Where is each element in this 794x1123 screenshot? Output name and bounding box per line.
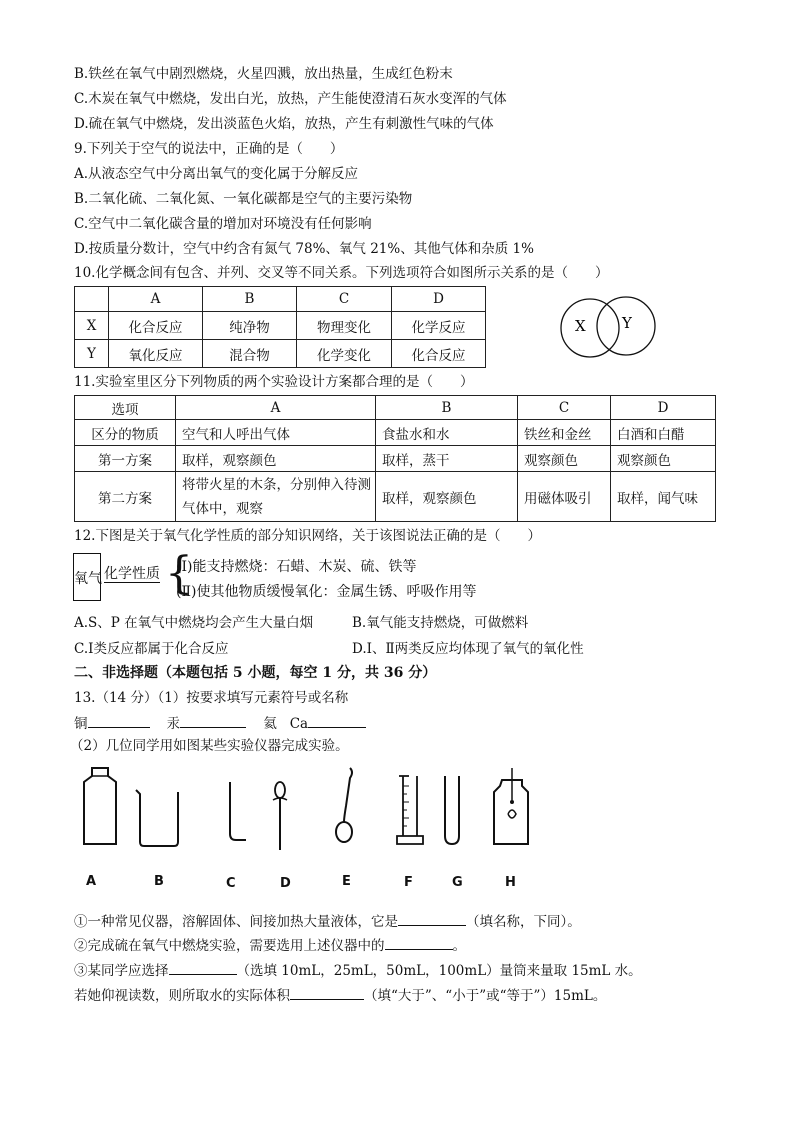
- apparatus-label-c: C: [226, 876, 236, 891]
- answer-blank[interactable]: [88, 713, 150, 728]
- table-cell: 纯净物: [203, 312, 297, 340]
- element-copper: 铜: [74, 716, 88, 732]
- answer-blank[interactable]: [169, 960, 237, 975]
- apparatus-label-h: H: [505, 875, 516, 890]
- answer-blank[interactable]: [398, 911, 466, 926]
- apparatus-label-g: G: [452, 875, 463, 890]
- sub3-suffix: （选填 10mL，25mL，50mL，100mL）量筒来量取 15mL 水。: [236, 963, 642, 979]
- table-cell: 观察颜色: [611, 446, 716, 472]
- sub4-suffix: （填“大于”、“小于”或“等于”）15mL。: [364, 988, 607, 1004]
- spatula-spoon-icon: [330, 766, 360, 844]
- q10-table: [74, 286, 486, 368]
- answer-blank[interactable]: [308, 713, 366, 728]
- q13-part2: （2）几位同学用如图某些实验仪器完成实验。: [70, 738, 349, 754]
- venn-diagram: [556, 296, 664, 360]
- combustion-spoon-icon: [222, 780, 250, 844]
- q9-stem: 9.下列关于空气的说法中，正确的是（ ）: [74, 141, 344, 157]
- graduated-cylinder-icon: [395, 774, 425, 848]
- table-row: [75, 472, 716, 522]
- q11-table: [74, 395, 716, 522]
- table-row: [75, 420, 716, 446]
- table-cell: 第二方案: [75, 472, 176, 522]
- q12-option-b: B.氧气能支持燃烧，可做燃料: [352, 615, 529, 631]
- table-cell: 白酒和白醋: [611, 420, 716, 446]
- table-header-cell: D: [611, 396, 716, 420]
- table-cell: 观察颜色: [518, 446, 611, 472]
- answer-blank[interactable]: [290, 985, 364, 1000]
- apparatus-label-f: F: [404, 875, 413, 890]
- table-header-cell: [75, 287, 109, 312]
- gas-collecting-bottle-icon: [490, 766, 532, 848]
- q8-option-d: D.硫在氧气中燃烧，发出淡蓝色火焰，放热，产生有刺激性气味的气体: [74, 116, 494, 132]
- sub2-text: ②完成硫在氧气中燃烧实验，需要选用上述仪器中的: [74, 938, 385, 954]
- table-cell: 化学反应: [392, 312, 486, 340]
- element-helium: 氦: [263, 716, 277, 732]
- sub4-text: 若她仰视读数，则所取水的实际体积: [74, 988, 290, 1004]
- q8-option-b: B.铁丝在氧气中剧烈燃烧，火星四溅，放出热量，生成红色粉末: [74, 66, 453, 82]
- q9-option-b: B.二氧化硫、二氧化氮、一氧化碳都是空气的主要污染物: [74, 191, 413, 207]
- sub3-text: ③某同学应选择: [74, 963, 169, 979]
- apparatus-label-a: A: [86, 874, 97, 889]
- sub1-suffix: （填名称，下同）。: [466, 914, 581, 930]
- table-cell: 空气和人呼出气体: [176, 420, 376, 446]
- apparatus-label-d: D: [280, 876, 291, 891]
- q12-option-d: D.Ⅰ、Ⅱ两类反应均体现了氧气的氧化性: [352, 641, 584, 657]
- q9-option-a: A.从液态空气中分离出氧气的变化属于分解反应: [74, 166, 359, 182]
- table-cell: 将带火星的木条，分别伸入待测气体中，观察: [176, 472, 376, 522]
- oxygen-label: 氧气: [74, 571, 102, 587]
- table-row: [75, 312, 486, 340]
- q12-option-c: C.Ⅰ类反应都属于化合反应: [74, 641, 229, 657]
- q9-option-d: D.按质量分数计，空气中约含有氮气 78%、氧气 21%、其他气体和杂质 1%: [74, 241, 534, 257]
- q13-sub3: [74, 960, 642, 980]
- q13-sub4: [74, 985, 606, 1005]
- q9-option-c: C.空气中二氧化碳含量的增加对环境没有任何影响: [74, 216, 372, 232]
- table-row: [75, 340, 486, 368]
- apparatus-label-b: B: [154, 874, 164, 889]
- dropper-icon: [268, 776, 292, 856]
- table-cell: Y: [75, 340, 109, 368]
- table-cell: 化合反应: [392, 340, 486, 368]
- table-header-cell: B: [203, 287, 297, 312]
- table-header-cell: 选项: [75, 396, 176, 420]
- table-header-cell: D: [392, 287, 486, 312]
- q13-fill-row: [74, 713, 366, 733]
- table-cell: 取样，观察颜色: [376, 472, 518, 522]
- q11-stem: 11.实验室里区分下列物质的两个实验设计方案都合理的是（ ）: [74, 374, 474, 390]
- chemical-property-label: 化学性质: [104, 566, 160, 582]
- brace-icon: {: [165, 548, 193, 599]
- branch-1: (Ⅰ)能支持燃烧：石蜡、木炭、硫、铁等: [176, 559, 417, 575]
- q12-stem: 12.下图是关于氧气化学性质的部分知识网络，关于该图说法正确的是（ ）: [74, 528, 541, 544]
- sub2-suffix: 。: [452, 938, 466, 954]
- test-tube-icon: [440, 774, 464, 848]
- table-cell: 用磁体吸引: [518, 472, 611, 522]
- q10-stem: 10.化学概念间有包含、并列、交叉等不同关系。下列选项符合如图所示关系的是（ ）: [74, 265, 609, 281]
- table-cell: 第一方案: [75, 446, 176, 472]
- table-cell: 氧化反应: [109, 340, 203, 368]
- q13-sub1: [74, 911, 581, 931]
- q8-option-c: C.木炭在氧气中燃烧，发出白光，放热，产生能使澄清石灰水变浑的气体: [74, 91, 507, 107]
- table-cell: 取样，观察颜色: [176, 446, 376, 472]
- venn-circle-x: [561, 299, 619, 357]
- table-row: [75, 446, 716, 472]
- wide-mouth-bottle-icon: [80, 766, 120, 848]
- table-cell: 化学变化: [297, 340, 392, 368]
- table-cell: X: [75, 312, 109, 340]
- table-header-cell: C: [297, 287, 392, 312]
- table-header-cell: C: [518, 396, 611, 420]
- table-cell: 食盐水和水: [376, 420, 518, 446]
- element-calcium: Ca: [289, 716, 309, 732]
- branch-2: (Ⅱ)使其他物质缓慢氧化：金属生锈、呼吸作用等: [176, 584, 477, 600]
- table-cell: 区分的物质: [75, 420, 176, 446]
- table-header-cell: B: [376, 396, 518, 420]
- answer-blank[interactable]: [385, 935, 453, 950]
- element-mercury: 汞: [166, 716, 181, 732]
- table-cell: 铁丝和金丝: [518, 420, 611, 446]
- table-cell: 化合反应: [109, 312, 203, 340]
- answer-blank[interactable]: [180, 713, 246, 728]
- q13-sub2: [74, 935, 466, 955]
- sub1-text: ①一种常见仪器，溶解固体、间接加热大量液体，它是: [74, 914, 398, 930]
- section-title: 二、非选择题（本题包括 5 小题，每空 1 分，共 36 分）: [74, 665, 437, 681]
- table-cell: 混合物: [203, 340, 297, 368]
- table-cell: 取样，蒸干: [376, 446, 518, 472]
- venn-label-y: Y: [622, 314, 632, 332]
- q12-option-a: A.S、P 在氧气中燃烧均会产生大量白烟: [74, 615, 314, 631]
- table-cell: 取样，闻气味: [611, 472, 716, 522]
- apparatus-label-e: E: [342, 874, 351, 889]
- venn-label-x: X: [575, 317, 586, 335]
- table-header-cell: A: [109, 287, 203, 312]
- table-cell: 物理变化: [297, 312, 392, 340]
- beaker-icon: [134, 786, 182, 848]
- q13-stem: 13.（14 分）（1）按要求填写元素符号或名称: [74, 690, 349, 706]
- table-header-cell: A: [176, 396, 376, 420]
